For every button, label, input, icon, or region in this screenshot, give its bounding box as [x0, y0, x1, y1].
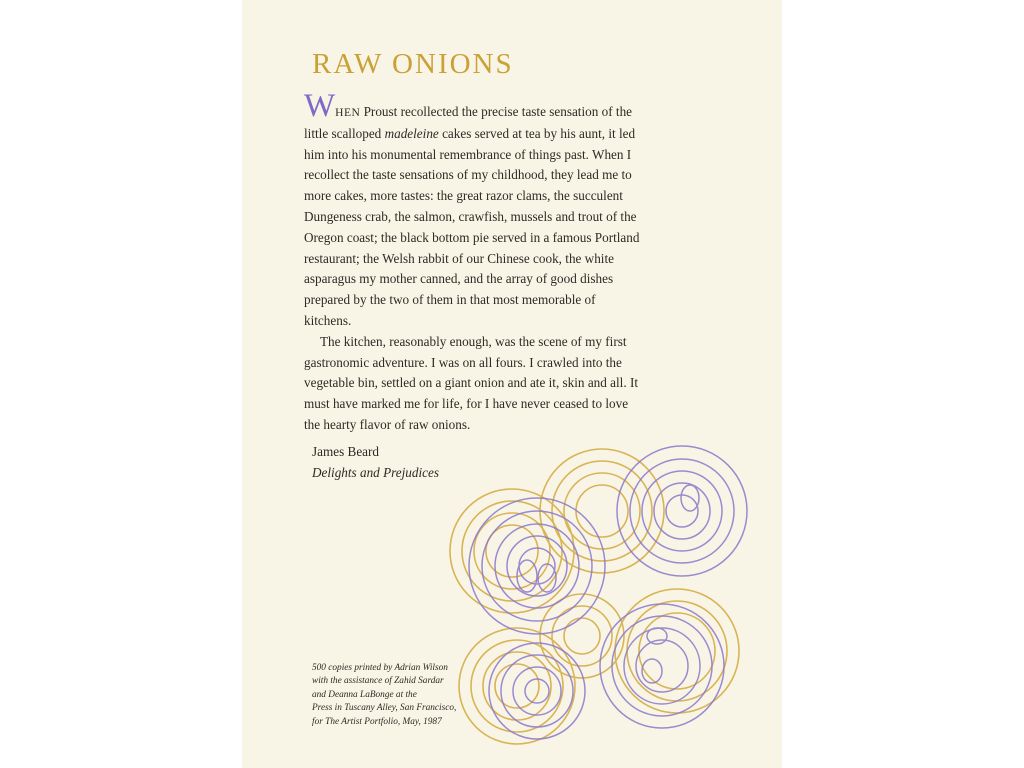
paragraph-1-text-b: cakes served at tea by his aunt, it led him into his monumental remembrance of things past. When I recollect the taste sensations of my childhood, they lead me to more cakes, more tastes: the great razor clams, the succulent Dungeness crab, the salmon, crawfish, mussels and trout of the Oregon coast; the black bottom pie served in a famous Portland restaurant; the Welsh rabbit of our Chinese cook, the white asparagus my mother canned, and the array of good dishes prepared by the two of them in that most memorable of kitchens. — [304, 125, 640, 328]
colophon-line: 500 copies printed by Adrian Wilson — [312, 663, 448, 673]
book-title: Delights and Prejudices — [312, 465, 439, 480]
author-name: James Beard — [312, 444, 380, 459]
onion-slices-print — [442, 436, 762, 756]
paragraph-1 — [304, 88, 644, 332]
paragraph-2: The kitchen, reasonably enough, was the scene of my first gastronomic adventure. I was on all fours. I crawled into the vegetable bin, settled on a giant onion and ate it, skin and all. It must have marked me for life, for I have never ceased to love the hearty flavor of raw onions. — [304, 333, 638, 432]
printed-page — [242, 0, 782, 768]
violet-onion-layer — [469, 446, 747, 739]
opening-small-caps: HEN — [335, 107, 361, 119]
drop-cap: W — [304, 88, 336, 124]
essay-text — [304, 88, 644, 436]
colophon-line: with the assistance of Zahid Sardar — [312, 676, 444, 687]
colophon-line: for The Artist Portfolio, May, 1987 — [312, 716, 442, 727]
colophon-line: Press in Tuscany Alley, San Francisco, — [312, 703, 457, 714]
colophon-line: and Deanna LaBonge at the — [312, 689, 417, 700]
paragraph-1-text-a: Proust recollected the precise taste sensation of the little scalloped — [304, 104, 633, 141]
ochre-onion-layer — [450, 449, 739, 744]
page-title: RAW ONIONS — [312, 48, 514, 80]
madeleine-italic: madeleine — [384, 125, 439, 141]
